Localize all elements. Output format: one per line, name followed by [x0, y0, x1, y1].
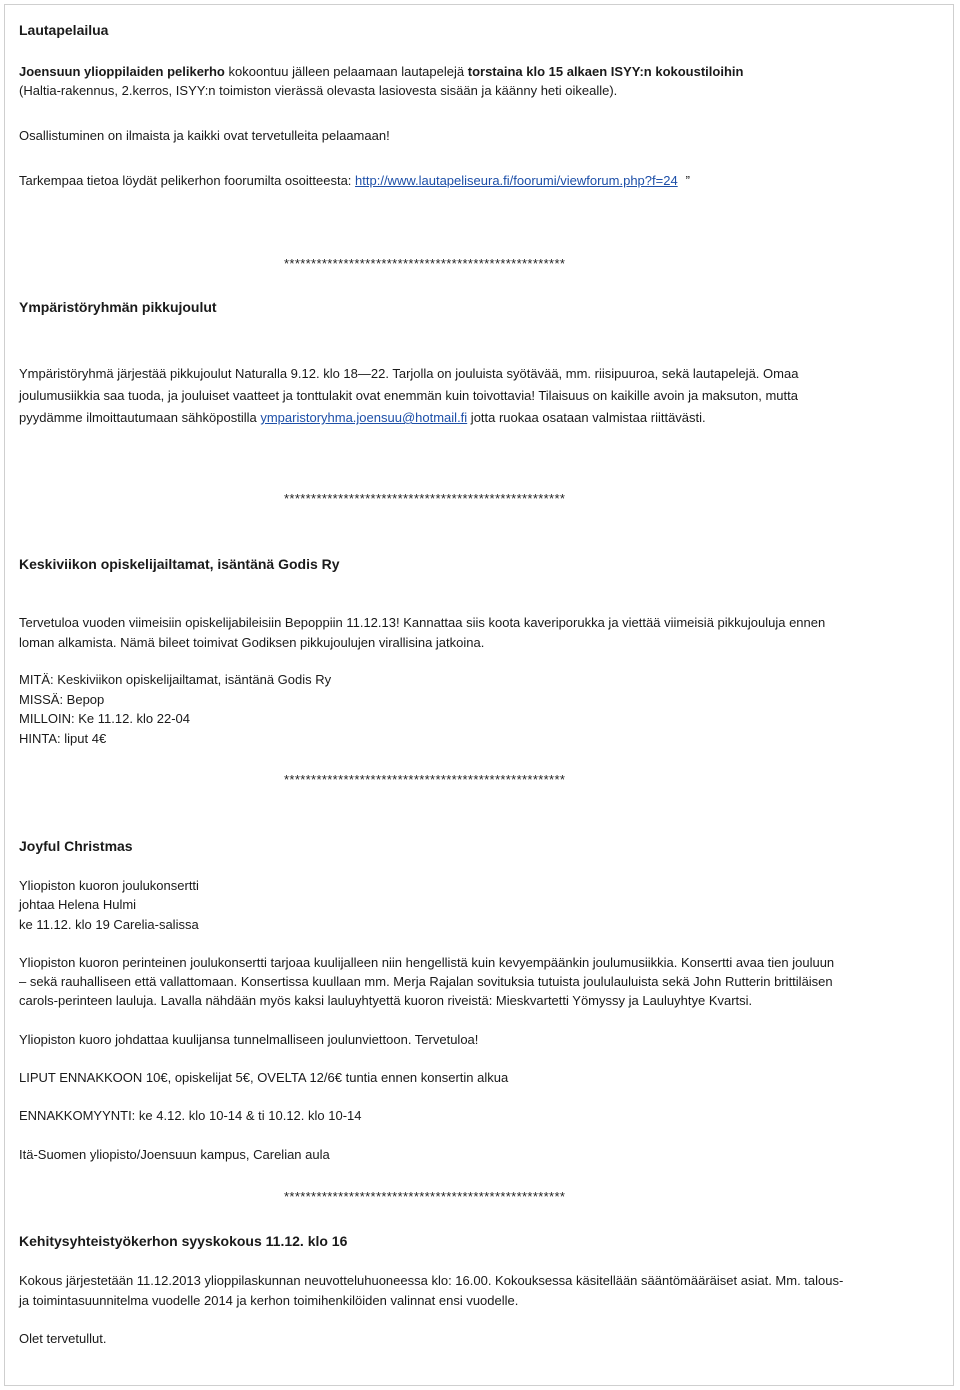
section-title-kehitys: Kehitysyhteistyökerhon syyskokous 11.12. klo 16: [19, 1233, 348, 1249]
ymparisto-line-3-tail: jotta ruokaa osataan valmistaa riittävästi.: [467, 410, 706, 425]
section-title-ymparisto: Ympäristöryhmän pikkujoulut: [19, 299, 217, 315]
lautapelailu-text: kokoontuu jälleen pelaamaan lautapelejä: [224, 64, 468, 79]
section-title-joyful: Joyful Christmas: [19, 838, 133, 854]
section-title-keskiviikon: Keskiviikon opiskelijailtamat, isäntänä Godis Ry: [19, 556, 340, 572]
joyful-paikka: Itä-Suomen yliopisto/Joensuun kampus, Carelian aula: [19, 1147, 330, 1162]
lautapelailu-paragraph-3: [19, 171, 690, 190]
section-title-lautapelailua: Lautapelailua: [19, 22, 109, 38]
meeting-time: torstaina klo 15 alkaen ISYY:n kokoustiloihin: [467, 64, 744, 79]
foorumi-text: Tarkempaa tietoa löydät pelikerhon foorumilta osoitteesta:: [19, 173, 356, 188]
joyful-sub-2: johtaa Helena Hulmi: [19, 897, 137, 912]
joyful-desc-1: Yliopiston kuoron perinteinen joulukonsertti tarjoaa kuulijalleen niin hengellistä kuin kevyempäänkin joulumusiikkia. Konsertti avaa tien jouluun: [19, 955, 835, 970]
email-link[interactable]: ymparistoryhma.joensuu@hotmail.fi: [260, 410, 468, 425]
joyful-liput: LIPUT ENNAKKOON 10€, opiskelijat 5€, OVELTA 12/6€ tuntia ennen konsertin alkua: [19, 1070, 509, 1085]
page-frame: [4, 4, 954, 1386]
ymparisto-line-1: Ympäristöryhmä järjestää pikkujoulut Naturalla 9.12. klo 18—22. Tarjolla on jouluista syötävää, mm. riisipuuroa, sekä lautapelejä. Omaa: [19, 366, 799, 381]
joyful-desc-3: carols-perinteen lauluja. Lavalla nähdään myös kaksi lauluyhtyettä kuoron riveistä: Mieskvartetti Yömyssy ja Lauluyhtye Kvartsi.: [19, 993, 753, 1008]
joyful-intro: Yliopiston kuoro johdattaa kuulijansa tunnelmalliseen joulunviettoon. Tervetuloa!: [19, 1032, 479, 1047]
separator-1: ****************************************************: [284, 256, 566, 271]
lautapelailu-paragraph-1: [19, 62, 743, 81]
kehitys-line-1: Kokous järjestetään 11.12.2013 ylioppilaskunnan neuvotteluhuoneessa klo: 16.00. Kokouksessa käsitellään sääntömääräiset asiat. Mm. talous-: [19, 1273, 844, 1288]
joyful-desc-2: – sekä rauhalliseen että vallattomaan. Konsertissa kuullaan mm. Merja Rajalan sovituksia tutuista joululauluista sekä John Rutterin brittiläisen: [19, 974, 833, 989]
foorumi-link[interactable]: http://www.lautapeliseura.fi/foorumi/viewforum.php?f=24: [355, 173, 678, 188]
ymparisto-line-3-text: pyydämme ilmoittautumaan sähköpostilla: [19, 410, 261, 425]
lautapelailu-paragraph-2: Osallistuminen on ilmaista ja kaikki ovat tervetulleita pelaamaan!: [19, 128, 390, 143]
joyful-sub-3: ke 11.12. klo 19 Carelia-salissa: [19, 917, 199, 932]
joyful-ennakkomyynti: ENNAKKOMYYNTI: ke 4.12. klo 10-14 & ti 10.12. klo 10-14: [19, 1108, 362, 1123]
keskiviikon-milloin: MILLOIN: Ke 11.12. klo 22-04: [19, 711, 191, 726]
ymparisto-line-2: joulumusiikkia saa tuoda, ja jouluiset vaatteet ja tonttulakit ovat enemmän kuin toivottavia! Tilaisuus on kaikille avoin ja maksuton, mutta: [19, 388, 798, 403]
kehitys-closing: Olet tervetullut.: [19, 1331, 107, 1346]
closing-quote: ”: [685, 173, 691, 188]
separator-2: ****************************************************: [284, 491, 566, 506]
lautapelailu-paragraph-1-line2: (Haltia-rakennus, 2.kerros, ISYY:n toimiston vierässä olevasta lasiovesta sisään ja käänny heti oikealle).: [19, 83, 618, 98]
keskiviikon-mita: MITÄ: Keskiviikon opiskelijailtamat, isäntänä Godis Ry: [19, 672, 332, 687]
keskiviikon-hinta: HINTA: liput 4€: [19, 731, 107, 746]
separator-4: ****************************************************: [284, 1189, 566, 1204]
keskiviikon-missa: MISSÄ: Bepop: [19, 692, 105, 707]
kehitys-line-2: ja toimintasuunnitelma vuodelle 2014 ja kerhon toimihenkilöiden valinnat ensi vuodelle.: [19, 1293, 519, 1308]
separator-3: ****************************************************: [284, 772, 566, 787]
joyful-sub-1: Yliopiston kuoron joulukonsertti: [19, 878, 199, 893]
keskiviikon-line-2: loman alkamista. Nämä bileet toimivat Godiksen pikkujoulujen virallisina jatkoina.: [19, 635, 485, 650]
keskiviikon-line-1: Tervetuloa vuoden viimeisiin opiskelijabileisiin Bepoppiin 11.12.13! Kannattaa siis koota kaveriporukka ja viettää viimeisiä pikkujouluja ennen: [19, 615, 826, 630]
pelikerho-name: Joensuun ylioppilaiden pelikerho: [19, 64, 225, 79]
ymparisto-line-3: [19, 408, 706, 427]
